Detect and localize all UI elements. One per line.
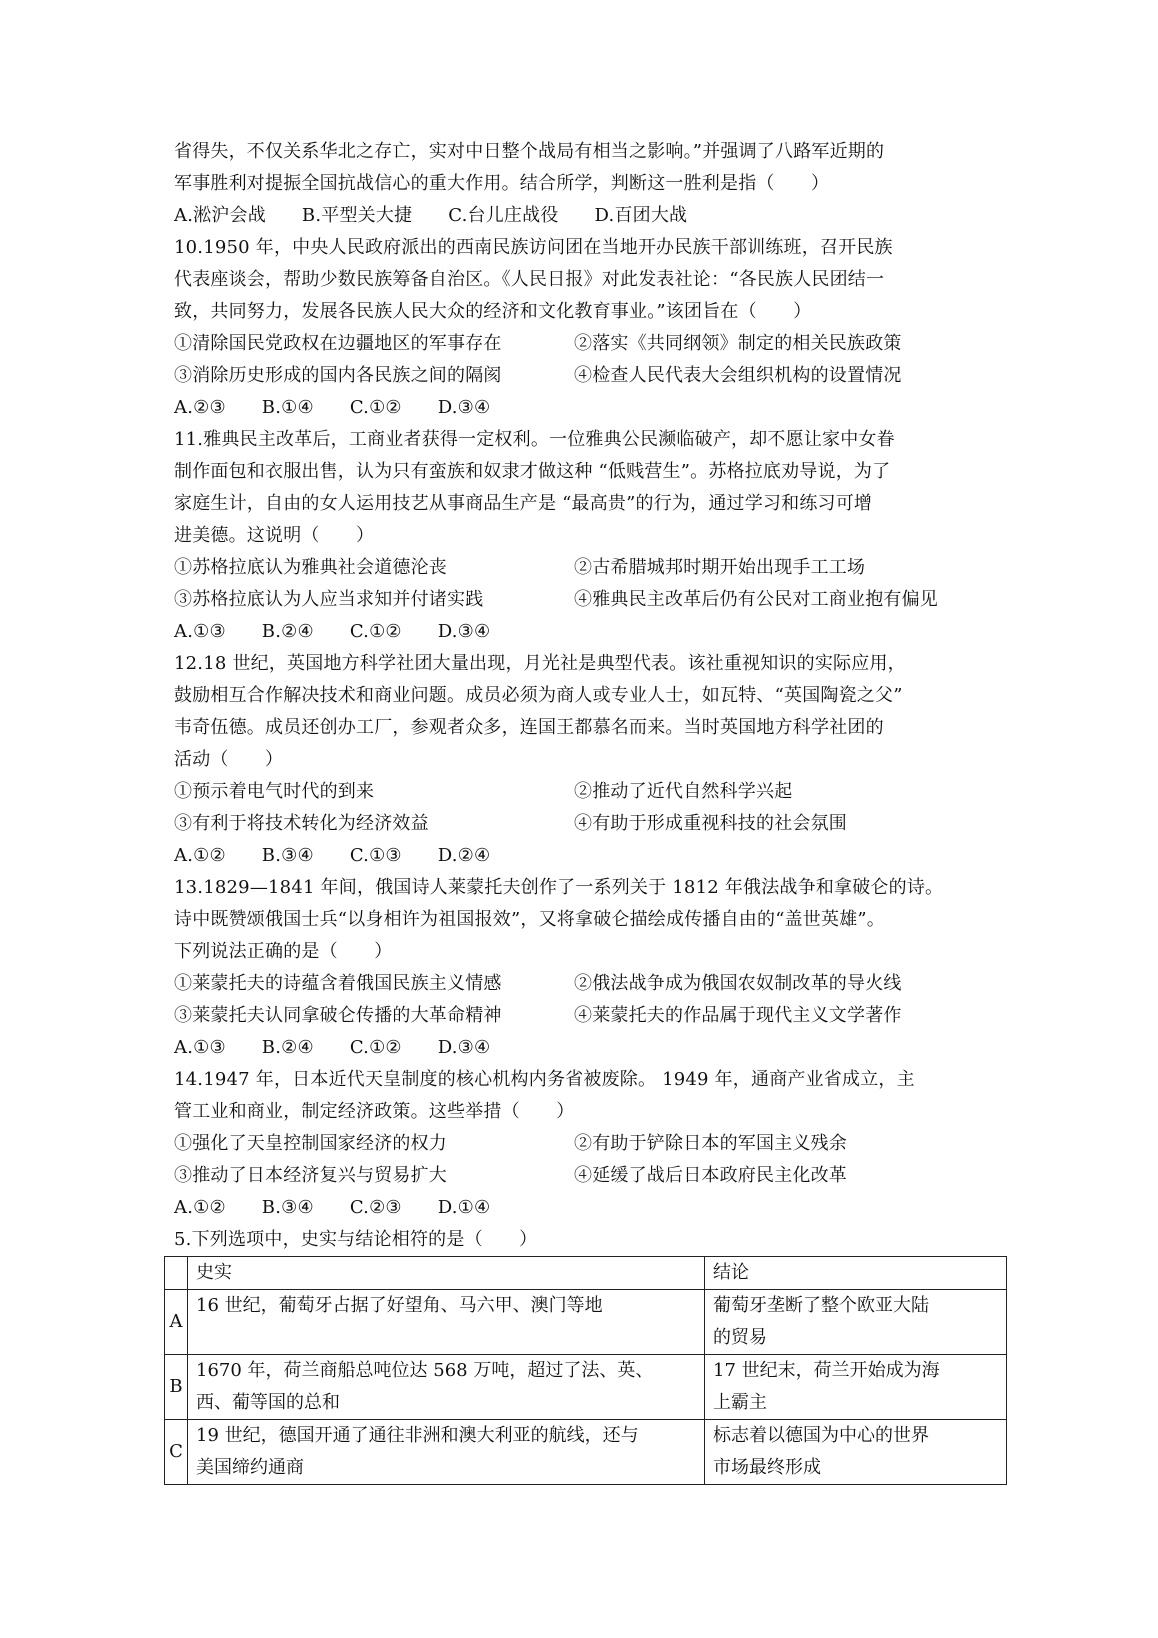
row-conclusion bbox=[705, 1355, 1007, 1420]
statement-3: ③推动了日本经济复兴与贸易扩大 bbox=[174, 1165, 447, 1186]
question-text-line: 省得失，不仅关系华北之存亡，实对中日整个战局有相当之影响。”并强调了八路军近期的 bbox=[174, 141, 885, 162]
question-13 bbox=[174, 872, 1004, 1064]
fact-line: 美国缔约通商 bbox=[196, 1457, 304, 1478]
answer-options bbox=[174, 1032, 1004, 1064]
statement-4: ④莱蒙托夫的作品属于现代主义文学著作 bbox=[574, 1005, 902, 1026]
fact-line: 19 世纪，德国开通了通往非洲和澳大利亚的航线，还与 bbox=[196, 1425, 639, 1446]
row-fact bbox=[188, 1290, 705, 1355]
conclusion-line: 的贸易 bbox=[713, 1327, 767, 1348]
header-conclusion: 结论 bbox=[705, 1257, 1007, 1290]
statement-2: ②俄法战争成为俄国农奴制改革的导火线 bbox=[574, 973, 902, 994]
conclusion-line: 17 世纪末，荷兰开始成为海 bbox=[713, 1360, 940, 1381]
option-c: C.②③ bbox=[349, 1197, 402, 1218]
question-text-line: 11.雅典民主改革后，工商业者获得一定权利。一位雅典公民濒临破产，却不愿让家中女眷 bbox=[174, 429, 895, 450]
option-b: B.平型关大捷 bbox=[301, 205, 413, 226]
question-text-line: 制作面包和衣服出售，认为只有蛮族和奴隶才做这种 “低贱营生”。苏格拉底劝导说，为了 bbox=[174, 461, 891, 482]
question-14 bbox=[174, 1064, 1004, 1224]
question-text-line: 致，共同努力，发展各民族人民大众的经济和文化教育事业。”该团旨在（ ） bbox=[174, 301, 812, 322]
row-fact bbox=[188, 1355, 705, 1420]
row-key: C bbox=[165, 1420, 188, 1485]
statement-1: ①强化了天皇控制国家经济的权力 bbox=[174, 1133, 447, 1154]
option-a: A.①② bbox=[174, 1197, 226, 1218]
option-b: B.②④ bbox=[261, 1037, 314, 1058]
question-text-line: 进美德。这说明（ ） bbox=[174, 525, 375, 546]
question-text-line: 管工业和商业，制定经济政策。这些举措（ ） bbox=[174, 1101, 575, 1122]
option-c: C.①② bbox=[349, 1037, 402, 1058]
statement-3: ③有利于将技术转化为经济效益 bbox=[174, 813, 429, 834]
statement-2: ②落实《共同纲领》制定的相关民族政策 bbox=[574, 333, 902, 354]
question-text-line: 鼓励相互合作解决技术和商业问题。成员必须为商人或专业人士，如瓦特、“英国陶瓷之父” bbox=[174, 685, 903, 706]
option-d: D.③④ bbox=[437, 621, 491, 642]
statement-4: ④检查人民代表大会组织机构的设置情况 bbox=[574, 365, 902, 386]
option-a: A.①② bbox=[174, 845, 226, 866]
statement-3: ③苏格拉底认为人应当求知并付诸实践 bbox=[174, 589, 484, 610]
statement-row bbox=[174, 552, 1004, 584]
question-text-line: 14.1947 年，日本近代天皇制度的核心机构内务省被废除。 1949 年，通商产业省成立，主 bbox=[174, 1069, 915, 1090]
question-text-line: 家庭生计，自由的女人运用技艺从事商品生产是 “最高贵”的行为，通过学习和练习可增 bbox=[174, 493, 873, 514]
option-c: C.台儿庄战役 bbox=[448, 205, 559, 226]
statement-row bbox=[174, 776, 1004, 808]
questions-column bbox=[174, 136, 1004, 1256]
option-c: C.①③ bbox=[349, 845, 402, 866]
statement-3: ③莱蒙托夫认同拿破仑传播的大革命精神 bbox=[174, 1005, 502, 1026]
question-text-line: 13.1829—1841 年间，俄国诗人莱蒙托夫创作了一系列关于 1812 年俄法战争和拿破仑的诗。 bbox=[174, 877, 944, 898]
table-header-row bbox=[165, 1257, 1007, 1290]
statement-row bbox=[174, 328, 1004, 360]
option-d: D.②④ bbox=[437, 845, 491, 866]
question-11 bbox=[174, 424, 1004, 648]
option-b: B.①④ bbox=[261, 397, 314, 418]
statement-2: ②古希腊城邦时期开始出现手工工场 bbox=[574, 557, 866, 578]
statement-4: ④延缓了战后日本政府民主化改革 bbox=[574, 1165, 847, 1186]
statement-row bbox=[174, 968, 1004, 1000]
question-10 bbox=[174, 232, 1004, 424]
option-c: C.①② bbox=[349, 397, 402, 418]
question-text-line: 诗中既赞颂俄国士兵“以身相许为祖国报效”，又将拿破仑描绘成传播自由的“盖世英雄”。 bbox=[174, 909, 886, 930]
row-key: A bbox=[165, 1290, 188, 1355]
option-b: B.②④ bbox=[261, 621, 314, 642]
statement-row bbox=[174, 808, 1004, 840]
statement-row bbox=[174, 1128, 1004, 1160]
header-key bbox=[165, 1257, 188, 1290]
statement-row bbox=[174, 1000, 1004, 1032]
question-text-line: 活动（ ） bbox=[174, 749, 284, 770]
conclusion-line: 标志着以德国为中心的世界 bbox=[713, 1425, 929, 1446]
statement-2: ②有助于铲除日本的军国主义残余 bbox=[574, 1133, 847, 1154]
row-conclusion bbox=[705, 1290, 1007, 1355]
statement-row bbox=[174, 1160, 1004, 1192]
question-text-line: 代表座谈会，帮助少数民族筹备自治区。《人民日报》对此发表社论：“各民族人民团结一 bbox=[174, 269, 885, 290]
statement-1: ①清除国民党政权在边疆地区的军事存在 bbox=[174, 333, 502, 354]
fact-line: 西、葡等国的总和 bbox=[196, 1392, 340, 1413]
question-15-stem: 5.下列选项中，史实与结论相符的是（ ） bbox=[174, 1229, 538, 1250]
fact-line: 1670 年，荷兰商船总吨位达 568 万吨，超过了法、英、 bbox=[196, 1360, 654, 1381]
option-a: A.②③ bbox=[174, 397, 226, 418]
statement-3: ③消除历史形成的国内各民族之间的隔阂 bbox=[174, 365, 502, 386]
question-text-line: 韦奇伍德。成员还创办工厂，参观者众多，连国王都慕名而来。当时英国地方科学社团的 bbox=[174, 717, 884, 738]
row-conclusion bbox=[705, 1420, 1007, 1485]
row-fact bbox=[188, 1420, 705, 1485]
statement-row bbox=[174, 360, 1004, 392]
option-a: A.①③ bbox=[174, 621, 226, 642]
answer-options bbox=[174, 840, 1004, 872]
question-text-line: 下列说法正确的是（ ） bbox=[174, 941, 393, 962]
answer-options bbox=[174, 1192, 1004, 1224]
answer-options bbox=[174, 616, 1004, 648]
table-row bbox=[165, 1420, 1007, 1485]
statement-4: ④有助于形成重视科技的社会氛围 bbox=[574, 813, 847, 834]
statement-2: ②推动了近代自然科学兴起 bbox=[574, 781, 793, 802]
question-12 bbox=[174, 648, 1004, 872]
conclusion-line: 上霸主 bbox=[713, 1392, 767, 1413]
option-c: C.①② bbox=[349, 621, 402, 642]
statement-1: ①苏格拉底认为雅典社会道德沦丧 bbox=[174, 557, 447, 578]
question-text-line: 10.1950 年，中央人民政府派出的西南民族访问团在当地开办民族干部训练班，召开民族 bbox=[174, 237, 893, 258]
option-a: A.淞沪会战 bbox=[174, 205, 266, 226]
option-b: B.③④ bbox=[261, 845, 314, 866]
option-d: D.百团大战 bbox=[594, 205, 688, 226]
option-d: D.①④ bbox=[437, 1197, 491, 1218]
question-9 bbox=[174, 136, 1004, 232]
facts-table bbox=[164, 1256, 1007, 1485]
option-d: D.③④ bbox=[437, 397, 491, 418]
conclusion-line: 葡萄牙垄断了整个欧亚大陆 bbox=[713, 1295, 929, 1316]
table-row bbox=[165, 1290, 1007, 1355]
option-d: D.③④ bbox=[437, 1037, 491, 1058]
answer-options bbox=[174, 392, 1004, 424]
option-b: B.③④ bbox=[261, 1197, 314, 1218]
statement-row bbox=[174, 584, 1004, 616]
answer-options bbox=[174, 200, 1004, 232]
option-a: A.①③ bbox=[174, 1037, 226, 1058]
table-row bbox=[165, 1355, 1007, 1420]
statement-1: ①预示着电气时代的到来 bbox=[174, 781, 375, 802]
question-text-line: 12.18 世纪，英国地方科学社团大量出现，月光社是典型代表。该社重视知识的实际应用， bbox=[174, 653, 906, 674]
fact-line: 16 世纪，葡萄牙占据了好望角、马六甲、澳门等地 bbox=[196, 1295, 603, 1316]
conclusion-line: 市场最终形成 bbox=[713, 1457, 821, 1478]
header-fact: 史实 bbox=[188, 1257, 705, 1290]
statement-1: ①莱蒙托夫的诗蕴含着俄国民族主义情感 bbox=[174, 973, 502, 994]
statement-4: ④雅典民主改革后仍有公民对工商业抱有偏见 bbox=[574, 589, 938, 610]
row-key: B bbox=[165, 1355, 188, 1420]
question-text-line: 军事胜利对提振全国抗战信心的重大作用。结合所学，判断这一胜利是指（ ） bbox=[174, 173, 830, 194]
